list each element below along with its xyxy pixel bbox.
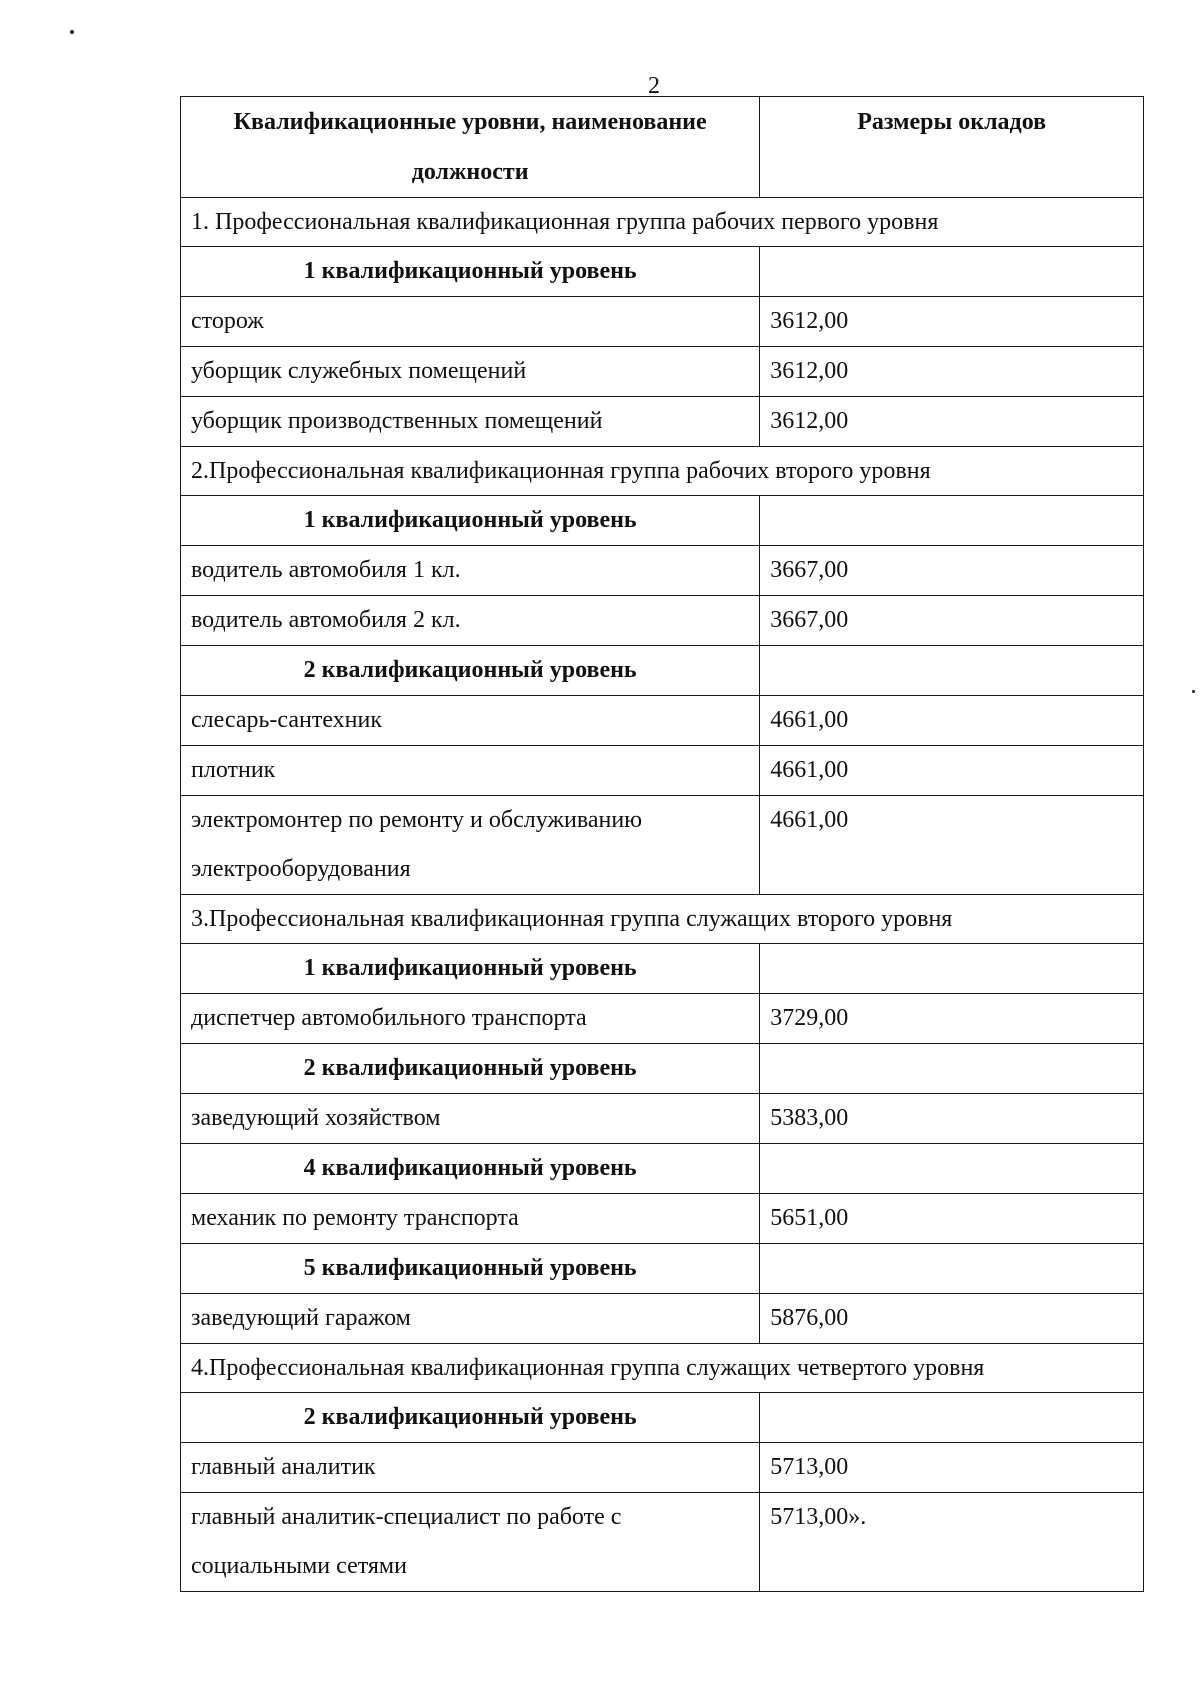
table-body bbox=[181, 198, 1144, 1592]
position-name: электромонтер по ремонту и обслуживанию электрооборудования bbox=[181, 796, 760, 895]
group-title: 2.Профессиональная квалификационная группа рабочих второго уровня bbox=[181, 447, 1144, 496]
salary-value bbox=[760, 646, 1144, 696]
level-row bbox=[181, 646, 1144, 696]
position-name: водитель автомобиля 1 кл. bbox=[181, 546, 760, 596]
salary-value: 5383,00 bbox=[760, 1094, 1144, 1144]
group-title: 3.Профессиональная квалификационная группа служащих второго уровня bbox=[181, 895, 1144, 944]
level-title: 1 квалификационный уровень bbox=[181, 944, 760, 994]
salary-value: 3729,00 bbox=[760, 994, 1144, 1044]
position-name: главный аналитик bbox=[181, 1443, 760, 1493]
table-row bbox=[181, 347, 1144, 397]
table-row bbox=[181, 796, 1144, 895]
salary-value: 5713,00 bbox=[760, 1443, 1144, 1493]
position-name: сторож bbox=[181, 297, 760, 347]
level-row bbox=[181, 1244, 1144, 1294]
salary-value bbox=[760, 1044, 1144, 1094]
header-positions: Квалификационные уровни, наименование должности bbox=[181, 97, 760, 198]
salary-value bbox=[760, 247, 1144, 297]
salary-value: 4661,00 bbox=[760, 696, 1144, 746]
salary-value bbox=[760, 1393, 1144, 1443]
level-title: 2 квалификационный уровень bbox=[181, 646, 760, 696]
table-row bbox=[181, 1194, 1144, 1244]
salary-table bbox=[180, 96, 1144, 1592]
level-row bbox=[181, 247, 1144, 297]
level-title: 2 квалификационный уровень bbox=[181, 1393, 760, 1443]
position-name: водитель автомобиля 2 кл. bbox=[181, 596, 760, 646]
table-row bbox=[181, 397, 1144, 447]
table-row bbox=[181, 1443, 1144, 1493]
table-row bbox=[181, 746, 1144, 796]
table-row bbox=[181, 696, 1144, 746]
salary-value bbox=[760, 1244, 1144, 1294]
level-title: 1 квалификационный уровень bbox=[181, 247, 760, 297]
table-header-row bbox=[181, 97, 1144, 198]
scan-speck-top-left bbox=[70, 30, 74, 34]
level-title: 2 квалификационный уровень bbox=[181, 1044, 760, 1094]
salary-value: 3612,00 bbox=[760, 297, 1144, 347]
group-row bbox=[181, 447, 1144, 496]
salary-value bbox=[760, 944, 1144, 994]
position-name: слесарь-сантехник bbox=[181, 696, 760, 746]
level-row bbox=[181, 1393, 1144, 1443]
salary-value bbox=[760, 1144, 1144, 1194]
level-row bbox=[181, 944, 1144, 994]
position-name: уборщик производственных помещений bbox=[181, 397, 760, 447]
salary-value: 3667,00 bbox=[760, 546, 1144, 596]
salary-value bbox=[760, 496, 1144, 546]
salary-value: 4661,00 bbox=[760, 796, 1144, 895]
level-row bbox=[181, 1044, 1144, 1094]
table-row bbox=[181, 297, 1144, 347]
table-row bbox=[181, 596, 1144, 646]
position-name: диспетчер автомобильного транспорта bbox=[181, 994, 760, 1044]
header-salaries: Размеры окладов bbox=[760, 97, 1144, 198]
salary-value: 5651,00 bbox=[760, 1194, 1144, 1244]
level-row bbox=[181, 1144, 1144, 1194]
table-row bbox=[181, 1294, 1144, 1344]
table-row bbox=[181, 1493, 1144, 1592]
group-row bbox=[181, 1344, 1144, 1393]
group-row bbox=[181, 198, 1144, 247]
position-name: заведующий гаражом bbox=[181, 1294, 760, 1344]
scan-speck-right bbox=[1192, 690, 1195, 693]
group-row bbox=[181, 895, 1144, 944]
position-name: заведующий хозяйством bbox=[181, 1094, 760, 1144]
salary-value: 3667,00 bbox=[760, 596, 1144, 646]
salary-value: 3612,00 bbox=[760, 347, 1144, 397]
page-number: 2 bbox=[648, 73, 660, 99]
group-title: 4.Профессиональная квалификационная группа служащих четвертого уровня bbox=[181, 1344, 1144, 1393]
level-row bbox=[181, 496, 1144, 546]
position-name: главный аналитик-специалист по работе с социальными сетями bbox=[181, 1493, 760, 1592]
salary-value: 3612,00 bbox=[760, 397, 1144, 447]
level-title: 4 квалификационный уровень bbox=[181, 1144, 760, 1194]
position-name: механик по ремонту транспорта bbox=[181, 1194, 760, 1244]
salary-value: 5713,00». bbox=[760, 1493, 1144, 1592]
group-title: 1. Профессиональная квалификационная группа рабочих первого уровня bbox=[181, 198, 1144, 247]
salary-value: 4661,00 bbox=[760, 746, 1144, 796]
position-name: уборщик служебных помещений bbox=[181, 347, 760, 397]
level-title: 1 квалификационный уровень bbox=[181, 496, 760, 546]
table-row bbox=[181, 1094, 1144, 1144]
table-row bbox=[181, 546, 1144, 596]
table-row bbox=[181, 994, 1144, 1044]
salary-value: 5876,00 bbox=[760, 1294, 1144, 1344]
position-name: плотник bbox=[181, 746, 760, 796]
level-title: 5 квалификационный уровень bbox=[181, 1244, 760, 1294]
